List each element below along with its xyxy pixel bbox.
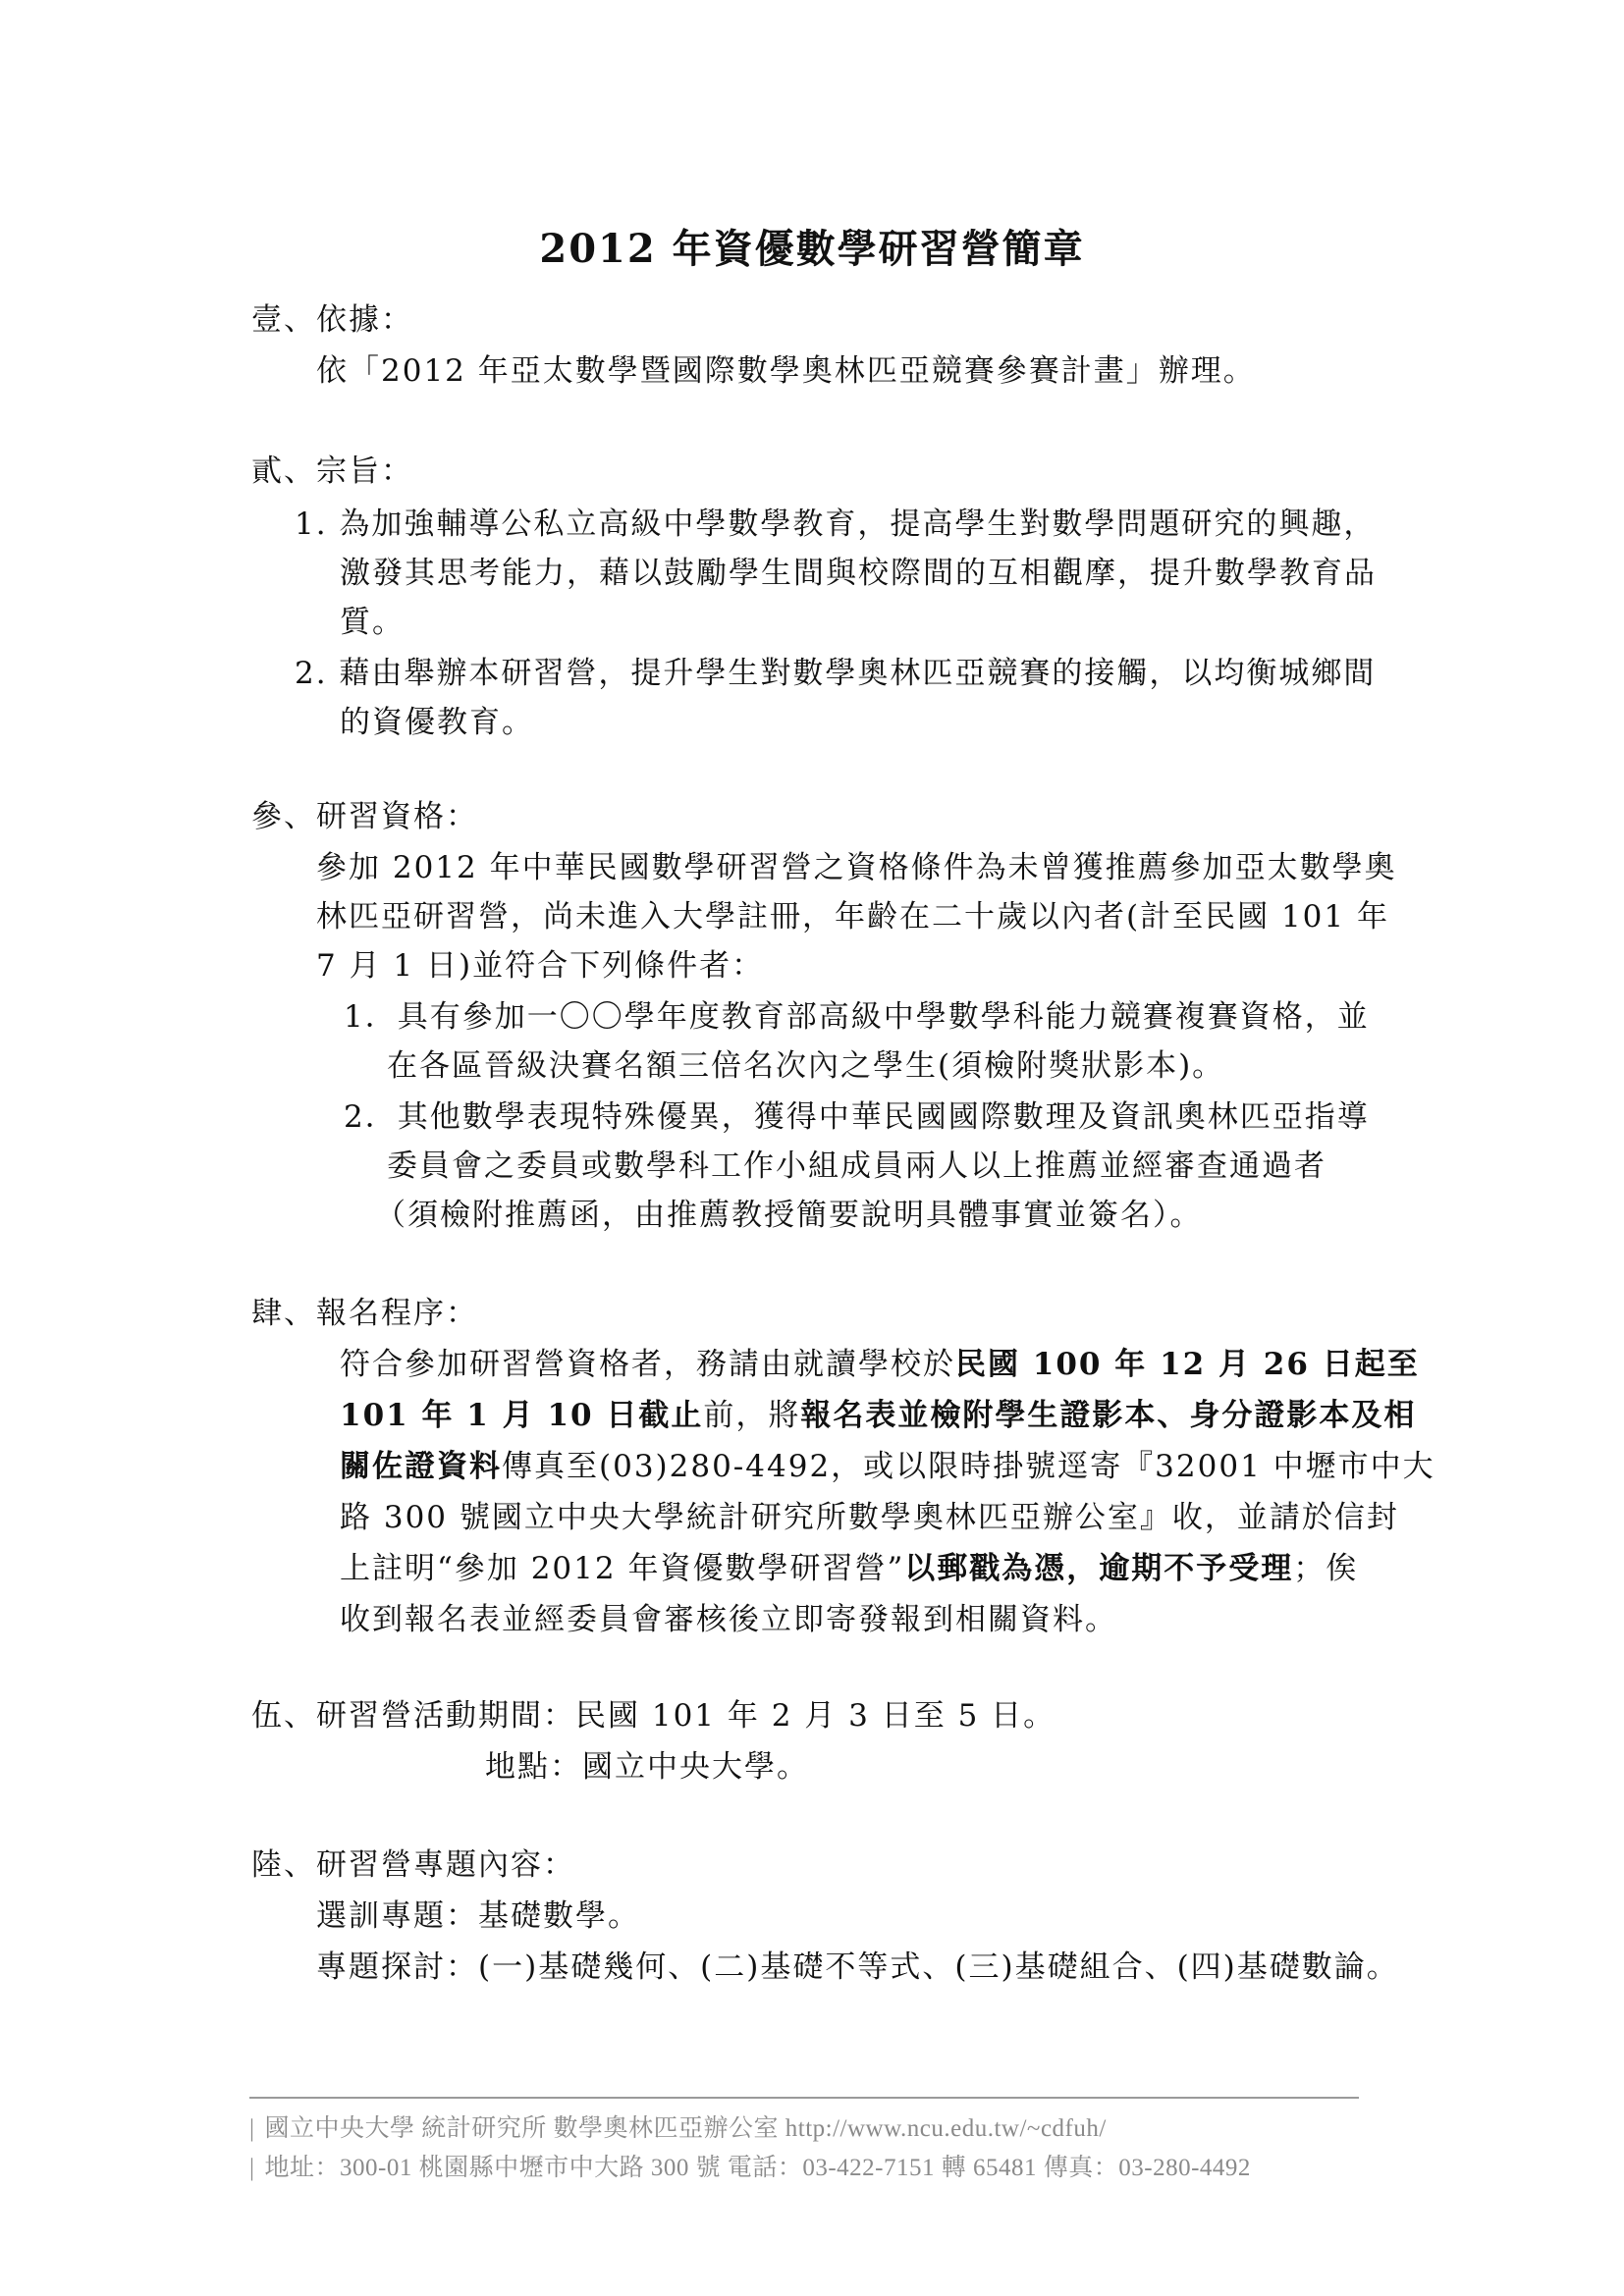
purpose-item-1-line-3: 質。 [340,605,405,640]
eligibility-condition-2-line-1: 2．其他數學表現特殊優異，獲得中華民國國際數理及資訊奧林匹亞指導 [344,1099,1370,1135]
registration-line-4: 路 300 號國立中央大學統計研究所數學奧林匹亞辦公室』收，並請於信封 [340,1500,1399,1535]
footer-bar: | [249,2155,255,2181]
registration-required-documents: 報名表並檢附學生證影本、身分證影本及相 [800,1398,1417,1433]
registration-line-5-text: 上註明“參加 2012 年資優數學研習營” [340,1551,905,1586]
footer-office-line [249,2109,1107,2144]
purpose-item-1-line-2: 激發其思考能力，藉以鼓勵學生間與校際間的互相觀摩，提升數學教育品 [340,556,1377,591]
section-schedule-period: 伍、研習營活動期間：民國 101 年 2 月 3 日至 5 日。 [251,1698,1056,1734]
registration-line-5 [340,1549,1358,1588]
topics-discussion: 專題探討：(一)基礎幾何、(二)基礎不等式、(三)基礎組合、(四)基礎數論。 [316,1949,1399,1985]
eligibility-intro-line-1: 參加 2012 年中華民國數學研習營之資格條件為未曾獲推薦參加亞太數學奧 [316,850,1397,885]
footer-bar: | [249,2115,255,2142]
page-title: 2012 年資優數學研習營簡章 [539,226,1085,272]
purpose-item-2-line-1: 2. 藉由舉辦本研習營，提升學生對數學奧林匹亞競賽的接觸，以均衡城鄉間 [295,656,1377,691]
registration-required-documents-end: 關佐證資料 [340,1449,502,1484]
section-basis-heading: 壹、依據： [251,302,413,338]
purpose-item-2-line-2: 的資優教育。 [340,705,534,740]
footer-address-line [249,2148,1251,2183]
section-schedule-location: 地點：國立中央大學。 [485,1749,809,1785]
registration-line-3-text: 傳真至(03)280-4492，或以限時掛號逕寄『32001 中壢市中大 [502,1449,1435,1484]
topics-selection: 選訓專題：基礎數學。 [316,1898,640,1934]
section-topics-heading: 陸、研習營專題內容： [251,1847,575,1883]
eligibility-condition-1-line-2: 在各區晉級決賽名額三倍名次內之學生(須檢附獎狀影本)。 [387,1048,1225,1084]
footer-divider [249,2097,1359,2099]
eligibility-intro-line-3: 7 月 1 日)並符合下列條件者： [316,948,765,984]
purpose-item-1-line-1: 1. 為加強輔導公私立高級中學數學教育，提高學生對數學問題研究的興趣， [295,507,1377,542]
section-purpose-heading: 貳、宗旨： [251,454,413,489]
registration-start-date: 民國 100 年 12 月 26 日起至 [955,1347,1420,1382]
registration-line-5-end: ；俟 [1293,1551,1359,1586]
footer-address-text: 地址：300-01 桃園縣中壢市中大路 300 號 電話：03-422-7151 轉 65481 傳真：03-280-4492 [264,2155,1251,2181]
registration-postmark-rule: 以郵戳為憑，逾期不予受理 [904,1551,1294,1586]
registration-line-2 [340,1396,1416,1435]
registration-line-2-text: 前，將 [703,1398,801,1433]
registration-deadline: 101 年 1 月 10 日截止 [340,1398,704,1433]
registration-line-3 [340,1447,1435,1486]
registration-line-1 [340,1345,1420,1384]
registration-line-6: 收到報名表並經委員會審核後立即寄發報到相關資料。 [340,1602,1117,1637]
eligibility-intro-line-2: 林匹亞研習營，尚未進入大學註冊，年齡在二十歲以內者(計至民國 101 年 [316,899,1389,934]
eligibility-condition-2-line-3: （須檢附推薦函，由推薦教授簡要說明具體事實並簽名）。 [375,1198,1203,1233]
eligibility-condition-1-line-1: 1．具有參加一〇〇學年度教育部高級中學數學科能力競賽複賽資格，並 [344,999,1370,1035]
section-eligibility-heading: 參、研習資格： [251,799,478,834]
section-basis-text: 依「2012 年亞太數學暨國際數學奧林匹亞競賽參賽計畫」辦理。 [316,353,1256,389]
registration-line-1-text: 符合參加研習營資格者，務請由就讀學校於 [340,1347,955,1382]
footer-office-text: 國立中央大學 統計研究所 數學奧林匹亞辦公室 http://www.ncu.edu.tw/~cdfuh/ [264,2115,1107,2142]
eligibility-condition-2-line-2: 委員會之委員或數學科工作小組成員兩人以上推薦並經審查通過者 [387,1148,1326,1184]
section-registration-heading: 肆、報名程序： [251,1296,478,1331]
